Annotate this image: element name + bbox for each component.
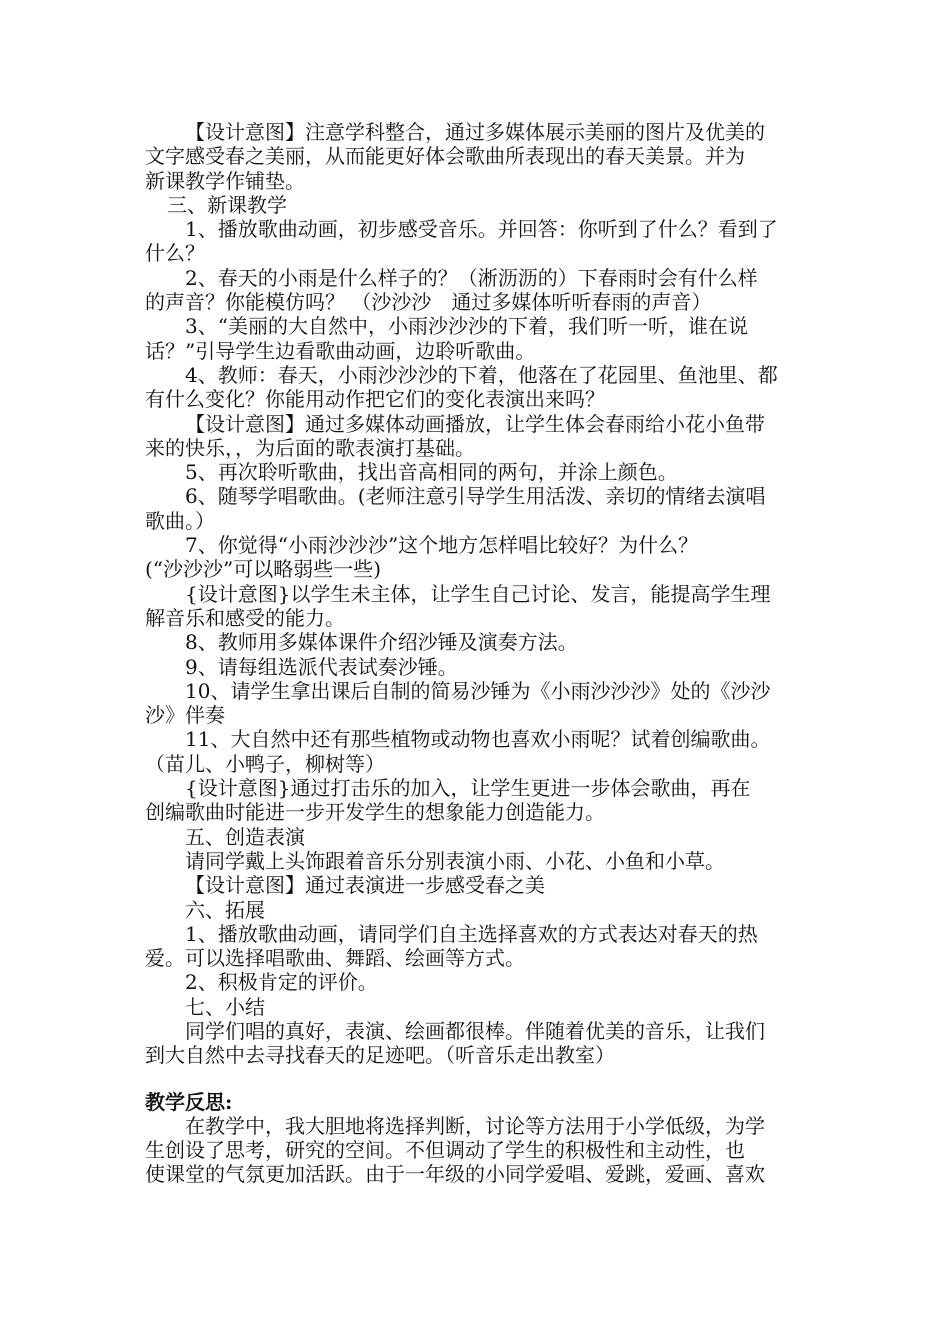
- text-line: (“沙沙沙”可以略弱些一些): [145, 557, 382, 582]
- text-line: 什么？: [145, 241, 205, 266]
- reflection-text: [145, 1114, 817, 1187]
- text-line: 请同学戴上头饰跟着音乐分别表演小雨、小花、小鱼和小草。: [185, 848, 725, 873]
- reflection-heading: 教学反思:: [145, 1089, 233, 1114]
- section-gap: [145, 1068, 817, 1090]
- text-line: 新课教学作铺垫。: [145, 168, 305, 193]
- text-line: 使课堂的气氛更加活跃。由于一年级的小同学爱唱、爱跳，爱画、喜欢: [145, 1162, 765, 1187]
- text-line: 4、教师：春天，小雨沙沙沙的下着，他落在了花园里、鱼池里、都: [185, 362, 778, 387]
- text-line: {设计意图}以学生未主体，让学生自己讨论、发言，能提高学生理: [185, 581, 771, 606]
- text-line: {设计意图}通过打击乐的加入，让学生更进一步体会歌曲，再在: [185, 776, 751, 801]
- text-line: 7、你觉得“小雨沙沙沙”这个地方怎样唱比较好？为什么？: [185, 533, 699, 558]
- text-line: 创编歌曲时能进一步开发学生的想象能力创造能力。: [145, 800, 605, 825]
- text-line: 解音乐和感受的能力。: [145, 605, 345, 630]
- text-line: 歌曲。）: [145, 508, 215, 533]
- lesson-plan-text: [145, 120, 817, 1068]
- text-line: 七、小结: [185, 994, 265, 1019]
- text-line: 来的快乐，，为后面的歌表演打基础。: [145, 435, 475, 460]
- text-line: 到大自然中去寻找春天的足迹吧。（听音乐走出教室）: [145, 1043, 615, 1068]
- text-line: 话？”引导学生边看歌曲动画，边聆听歌曲。: [145, 338, 536, 363]
- text-line: 三、新课教学: [167, 192, 287, 217]
- text-line: 1、播放歌曲动画，初步感受音乐。并回答：你听到了什么？看到了: [185, 217, 778, 242]
- text-line: 六、拓展: [185, 897, 265, 922]
- text-line: 有什么变化？你能用动作把它们的变化表演出来吗？: [145, 387, 605, 412]
- text-line: 9、请每组选派代表试奏沙锤。: [185, 654, 458, 679]
- text-line: 文字感受春之美丽，从而能更好体会歌曲所表现出的春天美景。并为: [145, 144, 745, 169]
- text-line: 3、“美丽的大自然中，小雨沙沙沙的下着，我们听一听，谁在说: [185, 314, 748, 339]
- document-body: [145, 120, 817, 1187]
- text-line: 【设计意图】通过表演进一步感受春之美: [185, 873, 545, 898]
- text-line: 2、春天的小雨是什么样子的？（淅沥沥的）下春雨时会有什么样: [185, 265, 758, 290]
- text-line: 11、大自然中还有那些植物或动物也喜欢小雨呢？试着创编歌曲。: [185, 727, 771, 752]
- text-line: 5、再次聆听歌曲，找出音高相同的两句，并涂上颜色。: [185, 460, 678, 485]
- text-line: 2、积极肯定的评价。: [185, 970, 378, 995]
- text-line: 生创设了思考，研究的空间。不但调动了学生的积极性和主动性，也: [145, 1138, 745, 1163]
- text-line: 在教学中，我大胆地将选择判断，讨论等方法用于小学低级，为学: [185, 1113, 765, 1138]
- text-line: 【设计意图】通过多媒体动画播放，让学生体会春雨给小花小鱼带: [185, 411, 765, 436]
- text-line: 10、请学生拿出课后自制的简易沙锤为《小雨沙沙沙》处的《沙沙: [185, 678, 771, 703]
- text-line: 8、教师用多媒体课件介绍沙锤及演奏方法。: [185, 630, 578, 655]
- text-line: 五、创造表演: [185, 824, 305, 849]
- text-line: 爱。可以选择唱歌曲、舞蹈、绘画等方式。: [145, 946, 525, 971]
- text-line: 的声音？你能模仿吗？ （沙沙沙 通过多媒体听听春雨的声音）: [145, 290, 712, 315]
- text-line: 1、播放歌曲动画，请同学们自主选择喜欢的方式表达对春天的热: [185, 921, 758, 946]
- text-line: 同学们唱的真好，表演、绘画都很棒。伴随着优美的音乐，让我们: [185, 1018, 765, 1043]
- text-line: 6、随琴学唱歌曲。(老师注意引导学生用活泼、亲切的情绪去演唱: [185, 484, 766, 509]
- text-line: 【设计意图】注意学科整合，通过多媒体展示美丽的图片及优美的: [185, 120, 765, 144]
- text-line: 沙》伴奏: [145, 703, 225, 728]
- text-line: （苗儿、小鸭子，柳树等）: [145, 751, 385, 776]
